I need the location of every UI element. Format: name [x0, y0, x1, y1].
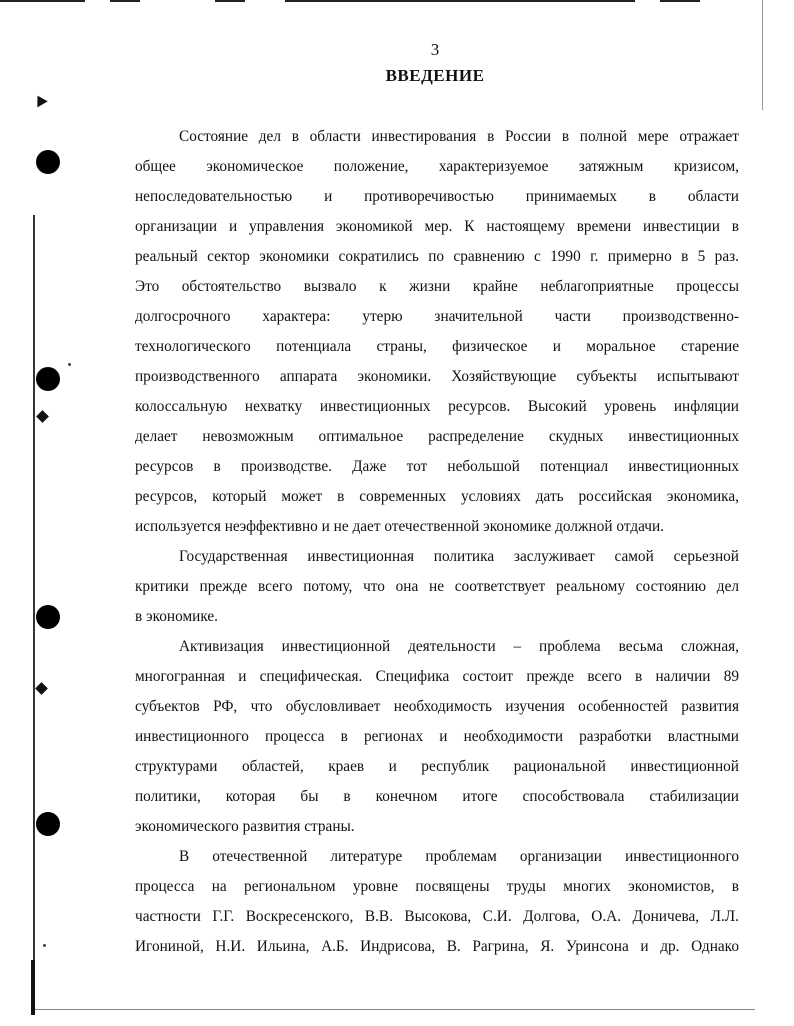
text-line: технологического потенциала страны, физическое и моральное старение	[135, 338, 739, 355]
scan-bottom-edge	[35, 1009, 755, 1010]
text-line: используется неэффективно и не дает отечественной экономике должной отдачи.	[135, 518, 664, 535]
text-line: Это обстоятельство вызвало к жизни крайне неблагоприятные процессы	[135, 278, 739, 295]
scan-left-edge-thick	[31, 960, 35, 1015]
text-line: Государственная инвестиционная политика заслуживает самой серьезной	[179, 548, 739, 565]
text-line: многогранная и специфическая. Специфика состоит прежде всего в наличии 89	[135, 668, 739, 685]
scan-mark	[35, 682, 48, 695]
text-line: Состояние дел в области инвестирования в России в полной мере отражает	[179, 128, 739, 145]
document-body	[135, 122, 739, 962]
paragraph	[135, 542, 739, 632]
text-line: в экономике.	[135, 608, 218, 625]
text-line: процесса на региональном уровне посвящены труды многих экономистов, в	[135, 878, 739, 895]
text-line: экономического развития страны.	[135, 818, 355, 835]
paragraph	[135, 632, 739, 842]
punch-hole	[36, 367, 60, 391]
paragraph	[135, 842, 739, 962]
text-line: ресурсов, который может в современных условиях дать российская экономика,	[135, 488, 739, 505]
text-line: непоследовательностью и противоречивостью принимаемых в области	[135, 188, 739, 205]
text-line: политики, которая бы в конечном итоге способствовала стабилизации	[135, 788, 739, 805]
text-line: структурами областей, краев и республик рациональной инвестиционной	[135, 758, 739, 775]
scan-mark	[36, 410, 49, 423]
text-line: организации и управления экономикой мер. К настоящему времени инвестиции в	[135, 218, 739, 235]
text-line: инвестиционного процесса в регионах и необходимости разработки властными	[135, 728, 739, 745]
text-line: В отечественной литературе проблемам организации инвестиционного	[179, 848, 739, 865]
text-line: субъектов РФ, что обусловливает необходимость изучения особенностей развития	[135, 698, 739, 715]
text-line: общее экономическое положение, характеризуемое затяжным кризисом,	[135, 158, 739, 175]
text-line: долгосрочного характера: утерю значительной части производственно-	[135, 308, 739, 325]
text-line: производственного аппарата экономики. Хозяйствующие субъекты испытывают	[135, 368, 739, 385]
text-line: ресурсов в производстве. Даже тот небольшой потенциал инвестиционных	[135, 458, 739, 475]
page-title: ВВЕДЕНИЕ	[385, 66, 485, 85]
page-number: 3	[430, 40, 440, 59]
scan-left-edge	[33, 215, 35, 1015]
text-line: частности Г.Г. Воскресенского, В.В. Высокова, С.И. Долгова, О.А. Доничева, Л.Л.	[135, 908, 739, 925]
scan-top-edge	[0, 0, 794, 3]
punch-hole	[36, 605, 60, 629]
text-line: критики прежде всего потому, что она не соответствует реальному состоянию дел	[135, 578, 739, 595]
paragraph	[135, 122, 739, 542]
text-line: Активизация инвестиционной деятельности – проблема весьма сложная,	[179, 638, 739, 655]
punch-hole	[36, 812, 60, 836]
text-line: делает невозможным оптимальное распределение скудных инвестиционных	[135, 428, 739, 445]
scan-mark	[32, 93, 47, 108]
scan-speck	[43, 944, 46, 947]
scan-speck	[68, 363, 71, 366]
punch-hole	[36, 150, 60, 174]
text-line: реальный сектор экономики сократились по сравнению с 1990 г. примерно в 5 раз.	[135, 248, 739, 265]
text-line: Игониной, Н.И. Ильина, А.Б. Индрисова, В. Рагрина, Я. Уринсона и др. Однако	[135, 938, 739, 955]
text-line: колоссальную нехватку инвестиционных ресурсов. Высокий уровень инфляции	[135, 398, 739, 415]
